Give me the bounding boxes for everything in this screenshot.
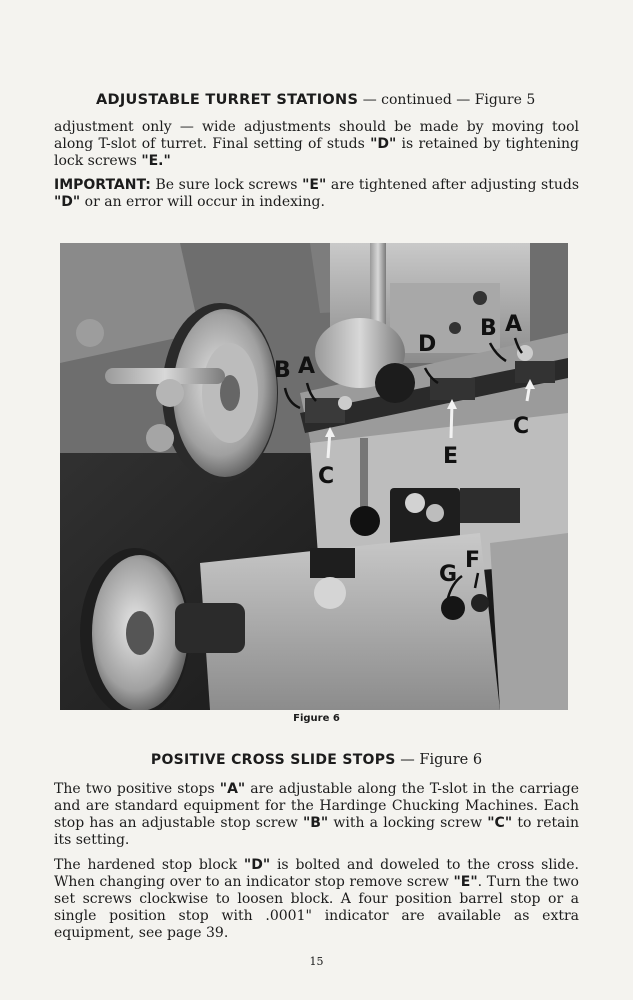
section-subtitle: — Figure 6 [395,752,483,768]
paragraph-adjustment [54,119,579,170]
paragraph-important [54,177,579,211]
label-c-right: C [513,414,530,439]
label-a-left: A [298,354,316,379]
text-run: to retain its setting. [54,815,580,848]
ref-b: "B" [302,815,329,831]
ref-d: "D" [370,136,397,152]
ref-e: "E" [302,177,327,193]
section-heading-cross-slide-stops [0,752,633,768]
label-c-left: C [318,464,335,489]
ref-e: "E." [141,153,171,169]
text-run: is bolted and doweled to the cross slide. When changing over to an indicator stop remove screw [54,857,579,890]
figure-caption: Figure 6 [293,713,340,724]
page-number: 15 [309,955,324,968]
machine-photo [60,243,568,710]
text-run: The hardened stop block [54,857,244,873]
text-run: is retained by tightening lock screws [54,136,579,169]
ref-c: "C" [487,815,513,831]
text-run: . Turn the two set screws clockwise to loosen block. A four position barrel stop or a single position stop with .0001" indicator are available as extra equipment, see page 39. [54,874,579,941]
label-e: E [443,444,459,469]
ref-e: "E" [453,874,478,890]
paragraph-stop-block [54,857,579,942]
machine-illustration [60,243,568,710]
ref-a: "A" [219,781,246,797]
label-g: G [439,562,458,587]
text-run: The two positive stops [54,781,220,797]
section-subtitle: — continued — Figure 5 [358,92,536,108]
ref-d: "D" [54,194,81,210]
important-label: IMPORTANT: [54,177,151,193]
label-b-right: B [480,316,497,341]
text-run: are tightened after adjusting studs [326,177,580,193]
paragraph-positive-stops [54,781,579,849]
text-run: adjustment only — wide adjustments should be made by moving tool along T-slot of turret. Final setting of studs [54,119,579,152]
section-title: POSITIVE CROSS SLIDE STOPS [150,752,396,768]
text-run: are adjustable along the T-slot in the carriage and are standard equipment for the Hardinge Chucking Machines. Each stop has an adjustable stop screw [54,781,580,831]
section-title: ADJUSTABLE TURRET STATIONS [96,92,359,108]
ref-d: "D" [243,857,271,873]
text-run: with a locking screw [328,815,488,831]
label-d: D [418,332,437,357]
label-a-right: A [505,312,523,337]
label-f: F [465,548,481,573]
label-b-left: B [274,358,291,383]
section-heading-turret-stations [96,90,596,108]
text-run: Be sure lock screws [150,177,303,193]
text-run: or an error will occur in indexing. [80,194,325,210]
